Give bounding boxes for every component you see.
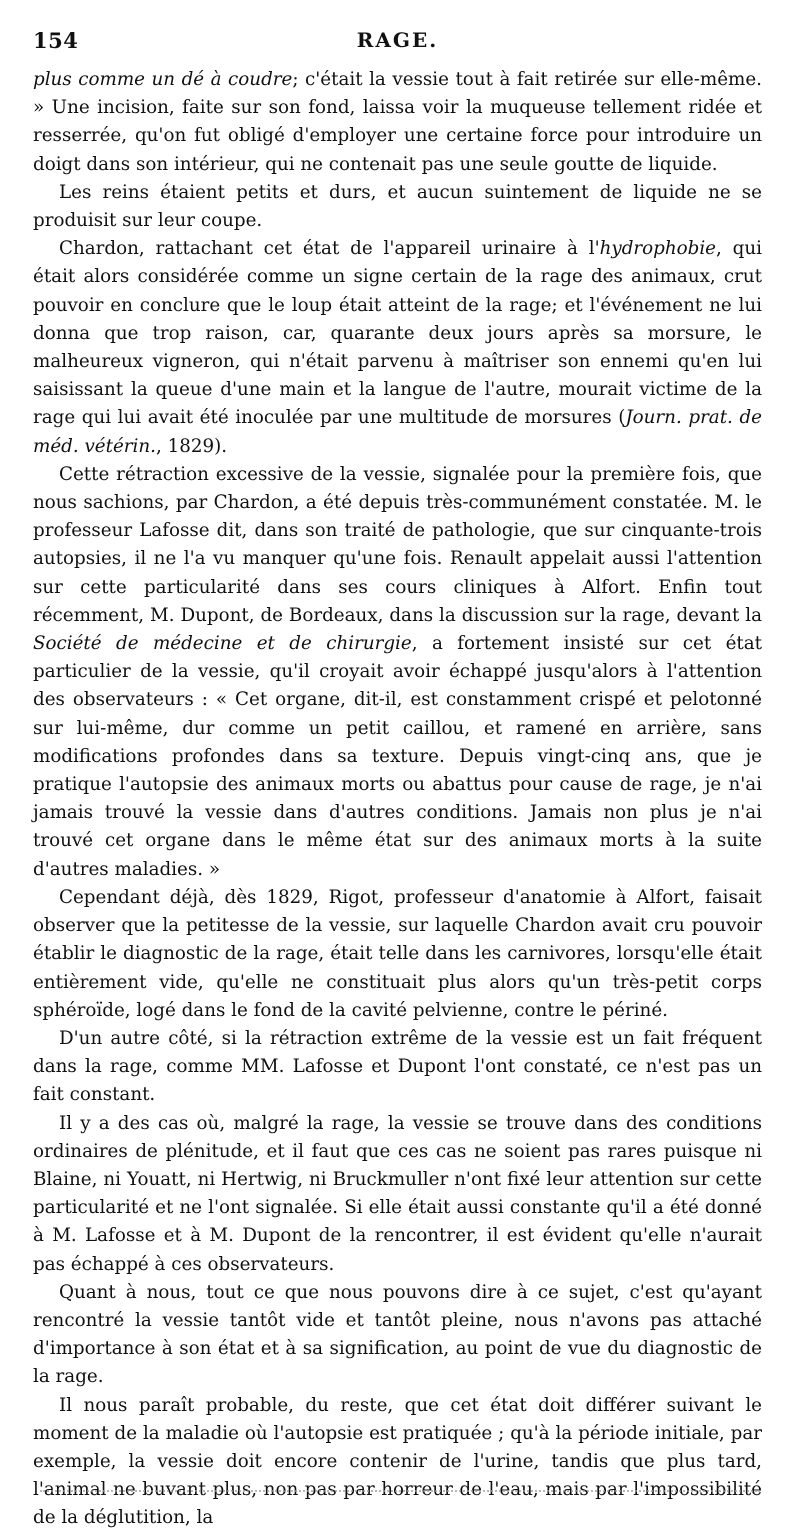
paragraph bbox=[33, 461, 762, 884]
running-head: RAGE. bbox=[356, 28, 439, 52]
paragraph bbox=[33, 66, 762, 179]
text-run: , a fortement insisté sur cet état particulier de la vessie, qu'il croyait avoir échappé jusqu'alors à l'attention des observateurs : « Cet organe, dit-il, est constamment crispé et pelotonné sur lui-même, dur comme un petit caillou, et ramené en arrière, sans modifications profondes dans sa texture. Depuis vingt-cinq ans, que je pratique l'autopsie des animaux morts ou abattus pour cause de rage, je n'ai jamais trouvé la vessie dans d'autres conditions. Jamais non plus je n'ai trouvé cet organe dans le même état sur des animaux morts à la suite d'autres maladies. » bbox=[33, 633, 762, 880]
footer-scan-artifact bbox=[40, 1490, 760, 1496]
text-run: Les reins étaient petits et durs, et aucun suintement de liquide ne se produisit sur leur coupe. bbox=[33, 181, 762, 232]
paragraph bbox=[33, 1279, 762, 1392]
text-run: D'un autre côté, si la rétraction extrême de la vessie est un fait fréquent dans la rage, comme MM. Lafosse et Dupont l'ont constaté, ce n'est pas un fait constant. bbox=[33, 1027, 762, 1106]
text-run: , 1829). bbox=[155, 435, 228, 457]
italic-text: plus comme un dé à coudre bbox=[33, 69, 293, 90]
paragraph bbox=[33, 1025, 762, 1110]
text-run: Il nous paraît probable, du reste, que cet état doit différer suivant le moment de la maladie où l'autopsie est pratiquée ; qu'à la période initiale, par exemple, la vessie doit encore contenir de l'urine, tandis que plus tard, l'animal ne buvant plus, non pas par horreur de l'eau, mais par l'impossibilité de la déglutition, la bbox=[33, 1394, 762, 1529]
paragraph bbox=[33, 1392, 762, 1533]
text-run: ; c'était la vessie tout à fait retirée sur elle-même. » Une incision, faite sur son fond, laissa voir la muqueuse tellement ridée et resserrée, qu'on fut obligé d'employer une certaine force pour introduire un doigt dans son intérieur, qui ne contenait pas une seule goutte de liquide. bbox=[33, 69, 762, 175]
body-text bbox=[33, 66, 762, 1533]
italic-text: Société de médecine et de chirurgie bbox=[33, 633, 412, 655]
italic-text: hydrophobie bbox=[599, 238, 716, 260]
paragraph bbox=[33, 235, 762, 461]
text-run: Cependant déjà, dès 1829, Rigot, professeur d'anatomie à Alfort, faisait observer que la petitesse de la vessie, sur laquelle Chardon avait cru pouvoir établir le diagnostic de la rage, était telle dans les carnivores, lorsqu'elle était entièrement vide, qu'elle ne constituait plus alors qu'un très-petit corps sphéroïde, logé dans le fond de la cavité pelvienne, contre le périné. bbox=[33, 886, 762, 1021]
text-run: Il y a des cas où, malgré la rage, la vessie se trouve dans des conditions ordinaires de plénitude, et il faut que ces cas ne soient pas rares puisque ni Blaine, ni Youatt, ni Hertwig, ni Bruckmuller n'ont fixé leur attention sur cette particularité et ne l'ont signalée. Si elle était aussi constante qu'il a été donné à M. Lafosse et à M. Dupont de la rencontrer, il est évident qu'elle n'aurait pas échappé à ces observateurs. bbox=[33, 1112, 762, 1275]
paragraph bbox=[33, 179, 762, 235]
paragraph bbox=[33, 1110, 762, 1279]
italic-text: Journ. prat. de méd. vétérin. bbox=[33, 407, 762, 457]
text-run: Chardon, rattachant cet état de l'appareil urinaire à l' bbox=[59, 238, 600, 260]
page-number: 154 bbox=[33, 28, 79, 53]
text-run: Quant à nous, tout ce que nous pouvons dire à ce sujet, c'est qu'ayant rencontré la vessie tantôt vide et tantôt pleine, nous n'avons pas attaché d'importance à son état et à sa signification, au point de vue du diagnostic de la rage. bbox=[33, 1281, 762, 1388]
paragraph bbox=[33, 884, 762, 1025]
text-run: , qui était alors considérée comme un signe certain de la rage des animaux, crut pouvoir en conclure que le loup était atteint de la rage; et l'événement ne lui donna que trop raison, car, quarante deux jours après sa morsure, le malheureux vigneron, qui n'était parvenu à maîtriser son ennemi qu'en lui saisissant la queue d'une main et la langue de l'autre, mourait victime de la rage qui lui avait été inoculée par une multitude de morsures ( bbox=[33, 238, 762, 429]
text-run: Cette rétraction excessive de la vessie, signalée pour la première fois, que nous sachions, par Chardon, a été depuis très-communément constatée. M. le professeur Lafosse dit, dans son traité de pathologie, que sur cinquante-trois autopsies, il ne l'a vu manquer qu'une fois. Renault appelait aussi l'attention sur cette particularité dans ses cours cliniques à Alfort. Enfin tout récemment, M. Dupont, de Bordeaux, dans la discussion sur la rage, devant la bbox=[33, 463, 762, 626]
page-header bbox=[33, 28, 762, 58]
